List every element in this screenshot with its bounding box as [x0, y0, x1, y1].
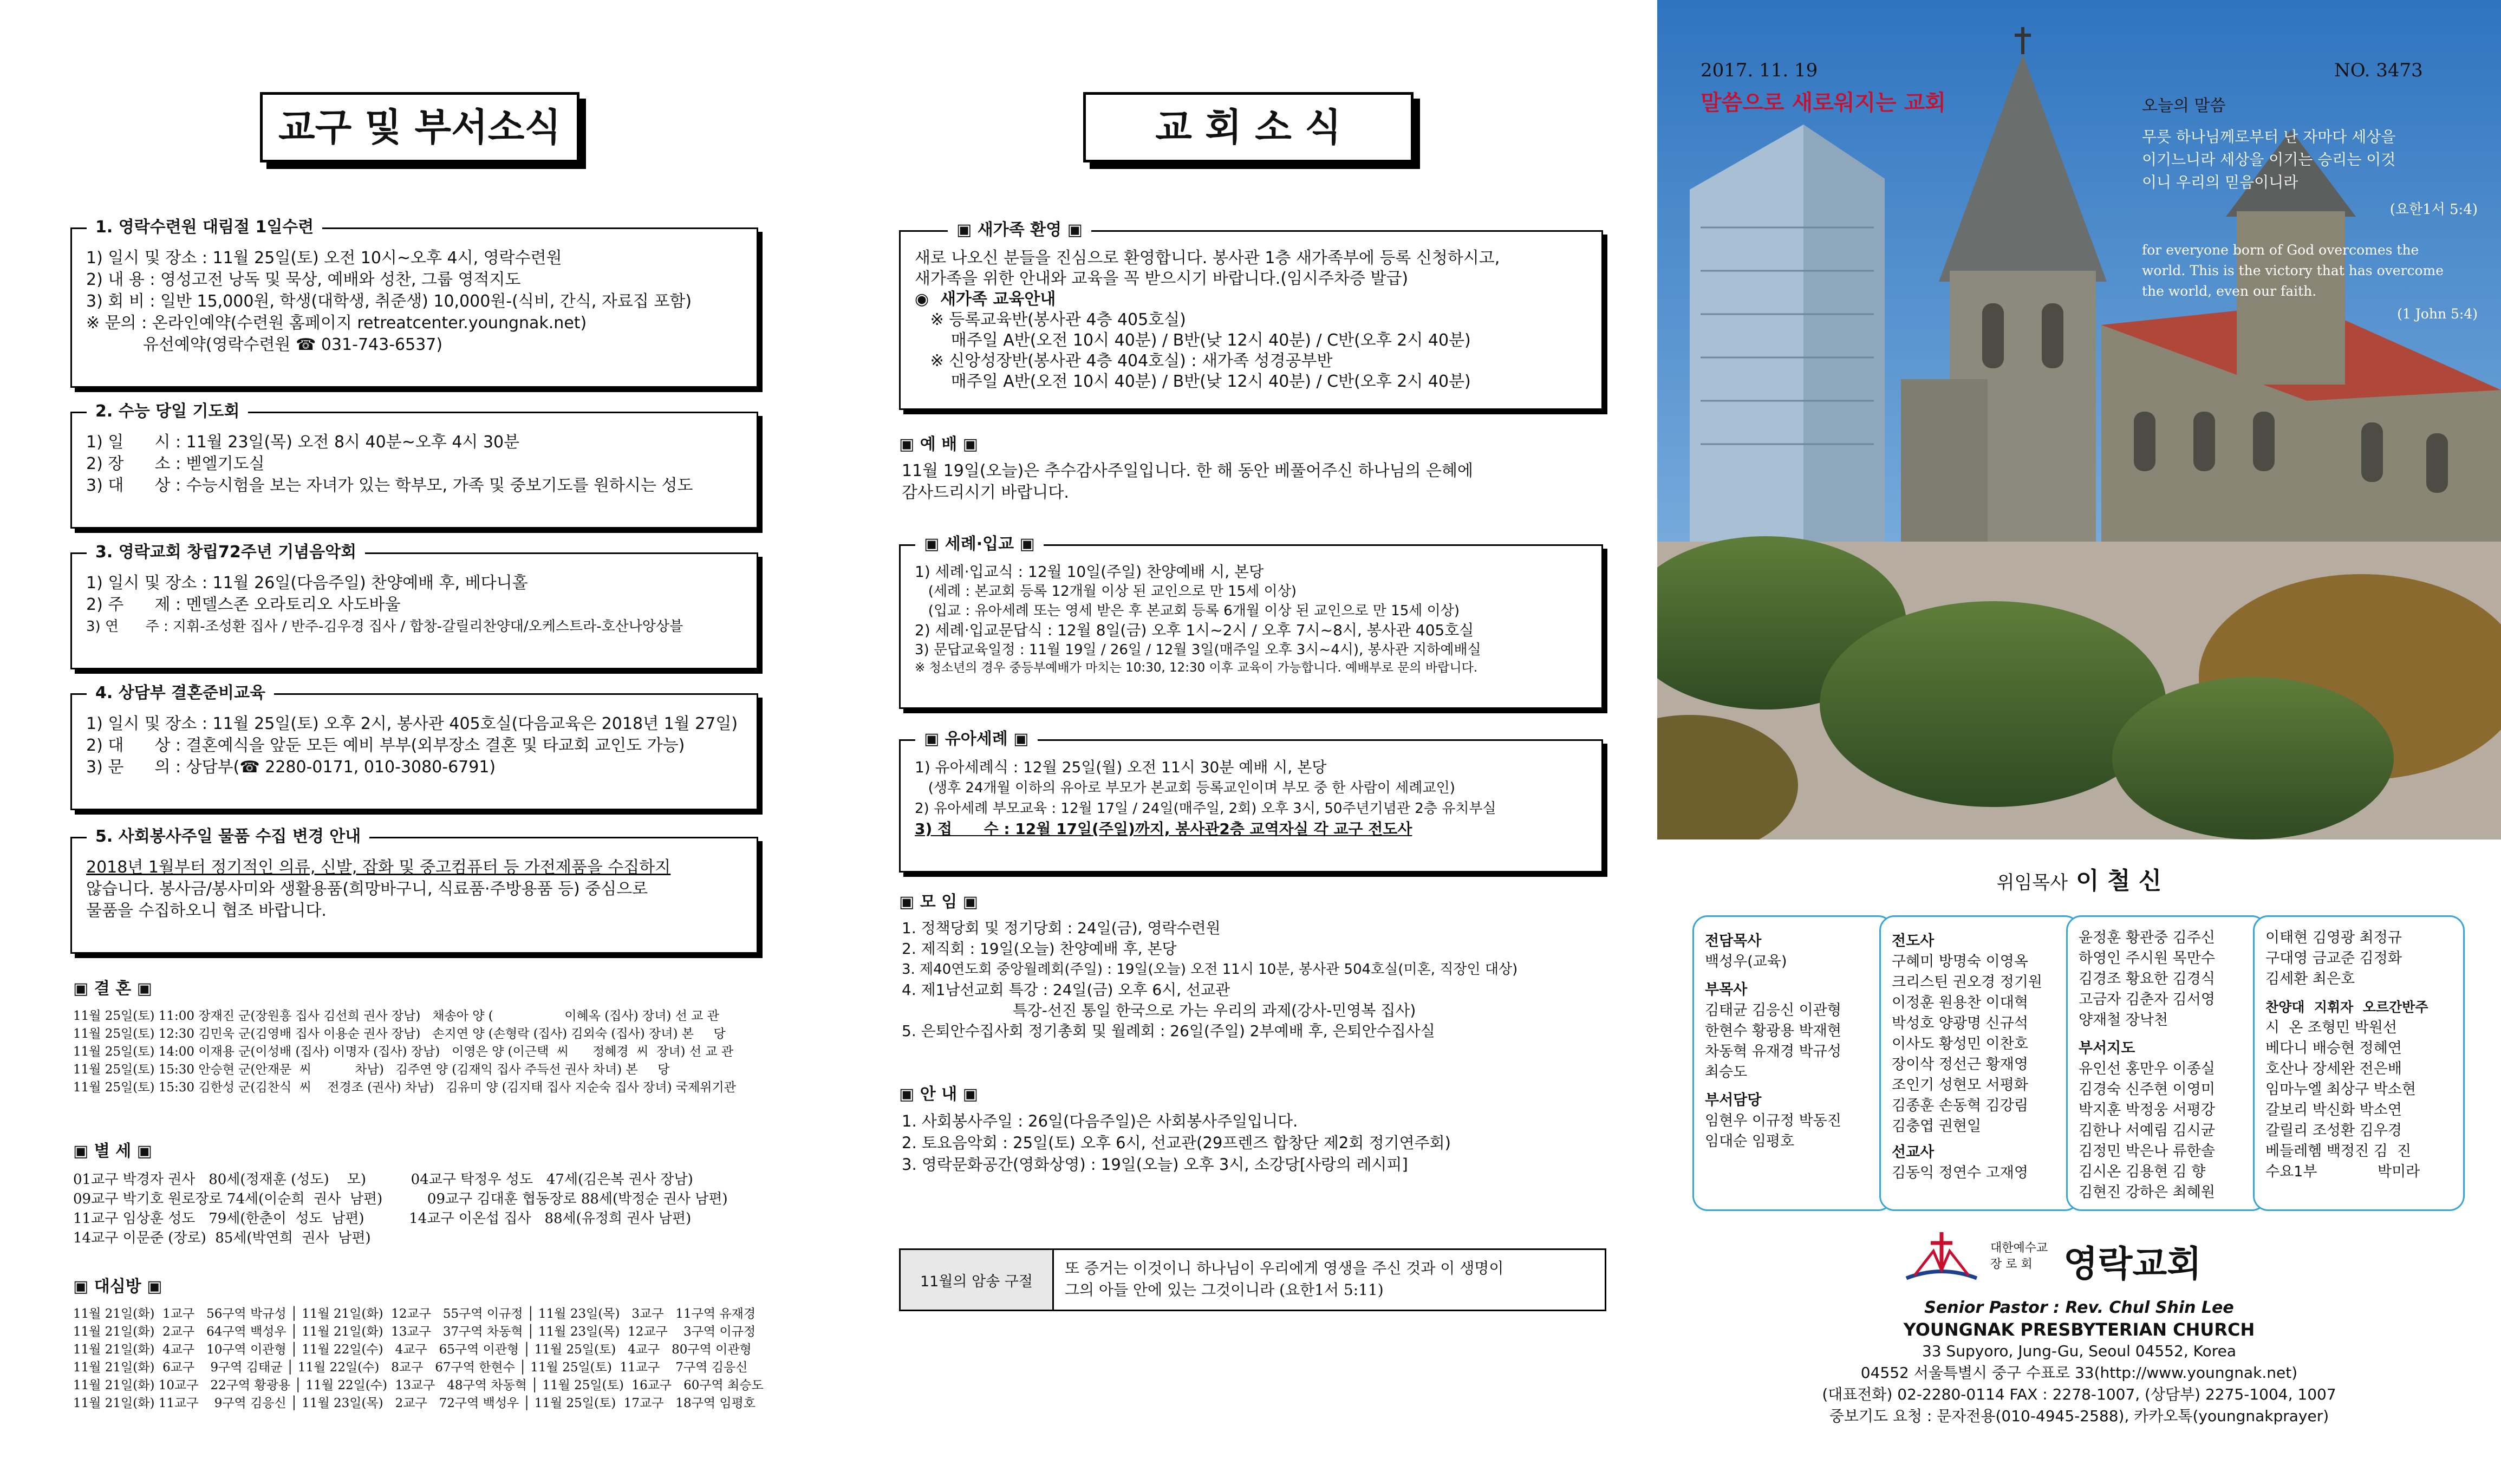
baptism-line: 1) 세례·입교식 : 12월 10일(주일) 찬양예배 시, 본당	[915, 563, 1264, 581]
worship-title: ▣ 예 배 ▣	[899, 435, 978, 454]
staff-names: 백성우(교육)	[1705, 953, 1787, 970]
staff-names: 최승도	[1705, 1064, 1748, 1081]
staff-names: 이사도 황성민 이찬호	[1892, 1036, 2028, 1052]
middle-banner: 교 회 소 식	[1083, 92, 1414, 162]
staff-role: 부서지도	[2079, 1040, 2135, 1057]
section-baptism	[899, 533, 1603, 696]
staff-role: 전도사	[1892, 933, 1935, 949]
issue-number: NO. 3473	[2334, 60, 2423, 81]
section-retreat	[70, 217, 758, 374]
verse-en-line: the world, even our faith.	[2142, 283, 2317, 299]
staff-names: 갈보리 박신화 박소연	[2265, 1102, 2402, 1118]
baptism-line: 3) 문답교육일정 : 11월 19일 / 26일 / 12월 3일(매주일 오후 3시~4시), 봉사관 지하예배실	[915, 642, 1481, 658]
staff-box-evangelists	[1879, 915, 2080, 1211]
meeting-item: 3. 제40연도회 중앙월례회(주일) : 19일(오늘) 오전 11시 10분, 봉사관 504호실(미혼, 직장인 대상)	[902, 961, 1518, 978]
table-row: 11월 25일(토) 14:00 이재용 군(이성배 (집사) 이명자 (집사) 장남) 이영은 양 (이근택 씨 정혜경 씨 장녀) 선 교 관	[73, 1045, 734, 1059]
exam-line: 2) 장 소 : 벧엘기도실	[86, 454, 265, 473]
staff-names: 고금자 김춘자 김서영	[2079, 991, 2215, 1008]
concert-line: 1) 일시 및 장소 : 11월 26일(다음주일) 찬양예배 후, 베다니홀	[86, 574, 528, 593]
staff-names: 호산나 장세완 전은배	[2265, 1060, 2402, 1077]
donation-line: 않습니다. 봉사금/봉사미와 생활용품(희망바구니, 식료품·주방용품 등) 중심으로	[86, 880, 648, 899]
section-title: ▣ 새가족 환영 ▣	[948, 219, 1091, 241]
staff-role: 찬양대 지휘자 오르간반주	[2265, 999, 2428, 1015]
meeting-item: 5. 은퇴안수집사회 정기총회 및 월례회 : 26일(주일) 2부예배 후, 은퇴안수집사실	[902, 1022, 1435, 1040]
baptism-line: (입교 : 유아세례 또는 영세 받은 후 본교회 등록 6개월 이상 된 교인으로 만 15세 이상)	[915, 603, 1460, 619]
meeting-item: 1. 정책당회 및 정기당회 : 24일(금), 영락수련원	[902, 919, 1221, 937]
visit-table	[73, 1305, 772, 1413]
notice-title: ▣ 안 내 ▣	[899, 1085, 978, 1104]
footer-address-kr: 04552 서울특별시 중구 수표로 33(http://www.youngnak.net)	[1860, 1364, 2298, 1382]
retreat-line: 3) 회 비 : 일반 15,000원, 학생(대학생, 취준생) 10,000원-(식비, 간식, 자료집 포함)	[86, 292, 692, 311]
marriage-line: 1) 일시 및 장소 : 11월 25일(토) 오후 2시, 봉사관 405호실(다음교육은 2018년 1월 27일)	[86, 714, 738, 733]
staff-names: 크리스틴 권오경 정기원	[1892, 974, 2042, 991]
table-row: 14교구 이문준 (장로) 85세(박연희 권사 남편)	[73, 1230, 371, 1246]
staff-names: 장이삭 정선근 황재영	[1892, 1056, 2028, 1073]
infant-line: 3) 접 수 : 12월 17일(주일)까지, 봉사관2층 교역자실 각 교구 전도사	[915, 820, 1412, 838]
church-logo	[1901, 1227, 2280, 1292]
logo-church-name: 영락교회	[2063, 1243, 2202, 1285]
baptism-line: 2) 세례·입교문답식 : 12월 8일(금) 오후 1시~2시 / 오후 7시~8시, 봉사관 405호실	[915, 621, 1474, 639]
newcomer-line: ※ 등록교육반(봉사관 4층 405호실)	[915, 310, 1186, 329]
table-row: 11월 21일(화) 1교구 56구역 박규성 │ 11월 21일(화) 12교구 55구역 이규정 │ 11월 23일(목) 3교구 11구역 유재경	[73, 1307, 756, 1321]
verse-kr-line: 무릇 하나님께로부터 난 자마다 세상을	[2142, 128, 2396, 146]
footer-church: YOUNGNAK PRESBYTERIAN CHURCH	[1903, 1319, 2255, 1340]
section-exam-prayer	[70, 401, 758, 515]
memory-verse-line: 또 증거는 이것이니 하나님이 우리에게 영생을 주신 것과 이 생명이	[1065, 1259, 1504, 1277]
table-row: 11월 25일(토) 11:00 장재진 군(장원흥 집사 김선희 권사 장남) 채송아 양 ( 이혜옥 (집사) 장녀) 선 교 관	[73, 1009, 719, 1023]
table-row: 11월 21일(화) 6교구 9구역 김태균 │ 11월 22일(수) 8교구 67구역 한현수 │ 11월 25일(토) 11교구 7구역 김응신	[73, 1361, 748, 1375]
todays-verse	[2142, 92, 2478, 322]
infant-line: (생후 24개월 이하의 유아로 부모가 본교회 등록교인이며 부모 중 한 사람이 세례교인)	[915, 780, 1455, 796]
verse-kr-ref: (요한1서 5:4)	[2389, 201, 2478, 218]
newcomer-line: 매주일 A반(오전 10시 40분) / B반(낮 12시 40분) / C반(오후 2시 40분)	[915, 372, 1471, 391]
staff-names: 김경숙 신주현 이영미	[2079, 1081, 2215, 1098]
worship-line: 11월 19일(오늘)은 추수감사주일입니다. 한 해 동안 베풀어주신 하나님의 은혜에	[902, 461, 1473, 480]
exam-line: 3) 대 상 : 수능시험을 보는 자녀가 있는 학부모, 가족 및 중보기도를 원하시는 성도	[86, 476, 693, 495]
concert-line: 2) 주 제 : 멘델스존 오라토리오 사도바울	[86, 595, 401, 614]
verse-label: 오늘의 말씀	[2142, 96, 2226, 115]
staff-names: 조인기 성현모 서평화	[1892, 1077, 2028, 1094]
notice-item: 1. 사회봉사주일 : 26일(다음주일)은 사회봉사주일입니다.	[902, 1112, 1298, 1130]
staff-names: 김세환 최은호	[2265, 971, 2355, 987]
memory-verse-line: 그의 아들 안에 있는 그것이니라 (요한1서 5:11)	[1065, 1281, 1384, 1299]
marriage-line: 3) 문 의 : 상담부(☎ 2280-0171, 010-3080-6791)	[86, 758, 496, 777]
logo-denomination-2: 장 로 회	[1990, 1258, 2033, 1271]
table-row: 11월 21일(화) 2교구 64구역 백성우 │ 11월 21일(화) 13교구 37구역 차동혁 │ 11월 23일(목) 12교구 3구역 이규정	[73, 1325, 756, 1339]
middle-column	[829, 0, 1657, 1484]
staff-names: 차동혁 유재경 박규성	[1705, 1043, 1841, 1060]
worship-text	[902, 460, 1606, 504]
meeting-item: 특강-선진 통일 한국으로 가는 우리의 과제(강사-민영복 집사)	[902, 1001, 1416, 1019]
section-title: 3. 영락교회 창립72주년 기념음악회	[87, 542, 365, 563]
section-title: 2. 수능 당일 기도회	[87, 401, 248, 422]
footer-address-en: 33 Supyoro, Jung-Gu, Seoul 04552, Korea	[1922, 1342, 2237, 1360]
table-row: 11월 25일(토) 12:30 김민욱 군(김영배 집사 이용순 권사 장남) 손지연 양 (손형락 (집사) 김외숙 (집사) 장녀) 본 당	[73, 1027, 726, 1041]
table-row: 11월 21일(화) 10교구 22구역 황광용 │ 11월 22일(수) 13교구 48구역 차동혁 │ 11월 25일(토) 16교구 60구역 최승도	[73, 1378, 764, 1392]
staff-names: 임마누엘 최상구 박소현	[2265, 1081, 2416, 1098]
worship-line: 감사드리시기 바랍니다.	[902, 483, 1069, 502]
staff-names: 이태현 김영광 최정규	[2265, 929, 2402, 946]
wedding-table	[73, 1007, 772, 1097]
staff-names: 유인선 홍만우 이종실	[2079, 1060, 2215, 1077]
staff-box-pastors	[1692, 915, 1893, 1211]
church-photo	[1657, 0, 2501, 839]
meeting-list	[902, 918, 1617, 1042]
retreat-line: 유선예약(영락수련원 ☎ 031-743-6537)	[86, 335, 443, 354]
staff-role: 부서담당	[1705, 1092, 1762, 1109]
senior-pastor-name: 이 철 신	[2076, 867, 2162, 895]
staff-names: 임대순 임평호	[1705, 1133, 1795, 1150]
staff-names: 김종훈 손동혁 김강림	[1892, 1097, 2028, 1114]
verse-kr-line: 이기느니라 세상을 이기는 승리는 이것	[2142, 151, 2396, 168]
newcomer-line: ◉ 새가족 교육안내	[915, 290, 1056, 309]
staff-names: 박지훈 박정웅 서평강	[2079, 1102, 2215, 1118]
section-title: 5. 사회봉사주일 물품 수집 변경 안내	[87, 826, 369, 848]
exam-line: 1) 일 시 : 11월 23일(목) 오전 8시 40분~오후 4시 30분	[86, 433, 520, 452]
section-title: ▣ 세례·입교 ▣	[915, 533, 1044, 555]
staff-names: 양재철 장낙천	[2079, 1012, 2168, 1029]
table-row: 11월 25일(토) 15:30 안승현 군(안재문 씨 차남) 김주연 양 (김재익 집사 주득선 권사 차녀) 본 당	[73, 1063, 670, 1077]
staff-names: 시 온 조형민 박원선	[2265, 1019, 2397, 1036]
donation-line: 2018년 1월부터 정기적인 의류, 신발, 잡화 및 중고컴퓨터 등 가전제품을 수집하지	[86, 858, 671, 877]
left-banner: 교구 및 부서소식	[260, 92, 579, 162]
baptism-line: ※ 청소년의 경우 중등부예배가 마치는 10:30, 12:30 이후 교육이 가능합니다. 예배부로 문의 바랍니다.	[915, 661, 1478, 675]
senior-pastor	[1657, 861, 2501, 896]
staff-names: 김한나 서예림 김시균	[2079, 1122, 2215, 1139]
section-marriage-prep	[70, 682, 758, 796]
notice-item: 3. 영락문화공간(영화상영) : 19일(오늘) 오후 3시, 소강당[사랑의 레시피]	[902, 1155, 1408, 1174]
senior-pastor-label: 위임목사	[1996, 872, 2068, 894]
table-row: 11월 25일(토) 15:30 김한성 군(김찬식 씨 전경조 (권사) 차남) 김유미 양 (김지태 집사 지순숙 집사 장녀) 국제위기관	[73, 1081, 736, 1095]
section-title: 4. 상담부 결혼준비교육	[87, 682, 274, 704]
staff-box-choir	[2253, 915, 2465, 1211]
deceased-table	[73, 1170, 772, 1248]
staff-names: 김정민 박은나 류한솔	[2079, 1143, 2215, 1160]
staff-names: 베다니 배승현 정혜연	[2265, 1040, 2402, 1057]
table-row: 11월 21일(화) 4교구 10구역 이관형 │ 11월 22일(수) 4교구 65구역 이관형 │ 11월 25일(토) 4교구 80구역 이관형	[73, 1343, 752, 1357]
left-column	[0, 0, 829, 1484]
staff-names: 하영인 주시원 목만수	[2079, 950, 2215, 967]
verse-en-ref: (1 John 5:4)	[2397, 306, 2478, 322]
baptism-line: (세례 : 본교회 등록 12개월 이상 된 교인으로 만 15세 이상)	[915, 583, 1297, 600]
staff-names: 윤정훈 황관중 김주신	[2079, 929, 2215, 946]
notice-list	[902, 1110, 1617, 1175]
infant-line: 1) 유아세례식 : 12월 25일(월) 오전 11시 30분 예배 시, 본당	[915, 758, 1327, 776]
staff-box-guidance	[2066, 915, 2267, 1211]
staff-role: 부목사	[1705, 981, 1748, 998]
retreat-line: 2) 내 용 : 영성고전 낭독 및 묵상, 예배와 성찬, 그룹 영적지도	[86, 270, 521, 289]
retreat-line: ※ 문의 : 온라인예약(수련원 홈페이지 retreatcenter.youngnak.net)	[86, 314, 587, 333]
donation-line: 물품을 수집하오니 협조 바랍니다.	[86, 901, 327, 920]
right-column	[1657, 0, 2501, 1484]
staff-names: 김충엽 권현일	[1892, 1118, 1982, 1135]
newcomer-line: 매주일 A반(오전 10시 40분) / B반(낮 12시 40분) / C반(오후 2시 40분)	[915, 331, 1471, 350]
notice-item: 2. 토요음악회 : 25일(토) 오후 6시, 선교관(29프렌즈 합창단 제2회 정기연주회)	[902, 1134, 1451, 1152]
visit-title: ▣ 대심방 ▣	[73, 1277, 162, 1296]
newcomer-line: ※ 신앙성장반(봉사관 4층 404호실) : 새가족 성경공부반	[915, 352, 1333, 370]
newcomer-line: 새가족을 위한 안내와 교육을 꼭 받으시기 바랍니다.(임시주차증 발급)	[915, 269, 1409, 288]
section-infant-baptism	[899, 728, 1603, 858]
staff-names: 갈릴리 조성환 김우경	[2265, 1122, 2402, 1139]
verse-en-line: for everyone born of God overcomes the	[2142, 242, 2419, 258]
section-donation	[70, 826, 758, 940]
table-row: 11월 21일(화) 11교구 9구역 김응신 │ 11월 23일(목) 2교구 72구역 백성우 │ 11월 25일(토) 17교구 18구역 임평호	[73, 1396, 756, 1410]
staff-names: 한현수 황광용 박재현	[1705, 1023, 1841, 1039]
church-slogan: 말씀으로 새로워지는 교회	[1701, 90, 1946, 115]
deceased-title: ▣ 별 세 ▣	[73, 1142, 152, 1161]
footer-phone: (대표전화) 02-2280-0114 FAX : 2278-1007, (상담부) 2275-1004, 1007	[1822, 1385, 2336, 1403]
staff-names: 구대영 금교준 김정화	[2265, 950, 2402, 967]
footer-prayer: 중보기도 요청 : 문자전용(010-4945-2588), 카카오톡(youngnakprayer)	[1829, 1407, 2329, 1425]
verse-kr-line: 이니 우리의 믿음이니라	[2142, 173, 2298, 191]
staff-names: 베들레헴 백정진 김 진	[2265, 1143, 2412, 1160]
meeting-title: ▣ 모 임 ▣	[899, 893, 978, 912]
staff-names: 김동익 정연수 고재영	[1892, 1164, 2028, 1181]
section-newcomer	[899, 219, 1603, 398]
memory-verse-box	[899, 1248, 1606, 1311]
issue-date: 2017. 11. 19	[1701, 60, 1818, 81]
section-concert	[70, 542, 758, 655]
staff-names: 박성호 양광명 신규석	[1892, 1015, 2028, 1032]
staff-names: 김현진 강하은 최혜원	[2079, 1184, 2215, 1201]
marriage-line: 2) 대 상 : 결혼예식을 앞둔 모든 예비 부부(외부장소 결혼 및 타교회 교인도 가능)	[86, 736, 685, 755]
staff-names: 이정훈 원용찬 이대혁	[1892, 994, 2028, 1011]
concert-line: 3) 연 주 : 지휘-조성환 집사 / 반주-김우경 집사 / 합창-갈릴리찬양대/오케스트라-호산나앙상블	[86, 619, 683, 635]
meeting-item: 4. 제1남선교회 특강 : 24일(금) 오후 6시, 선교관	[902, 981, 1230, 999]
staff-names: 수요1부 박미라	[2265, 1163, 2420, 1180]
staff-role: 전담목사	[1705, 933, 1762, 949]
staff-role: 선교사	[1892, 1144, 1935, 1161]
footer-pastor: Senior Pastor : Rev. Chul Shin Lee	[1924, 1298, 2234, 1317]
staff-names: 김경조 황요한 김경식	[2079, 971, 2215, 987]
table-row: 09교구 박기호 원로장로 74세(이순희 권사 남편) 09교구 김대훈 협동장로 88세(박정순 권사 남편)	[73, 1191, 728, 1207]
church-footer	[1657, 1297, 2501, 1427]
table-row: 11교구 임상훈 성도 79세(한춘이 성도 남편) 14교구 이온섭 집사 88세(유정희 권사 남편)	[73, 1210, 692, 1227]
staff-names: 김태균 김응신 이관형	[1705, 1002, 1841, 1019]
section-title: 1. 영락수련원 대림절 1일수련	[87, 217, 322, 238]
staff-names: 구혜미 방명숙 이영옥	[1892, 953, 2028, 970]
staff-names: 임현우 이규정 박동진	[1705, 1112, 1841, 1129]
table-row: 01교구 박경자 권사 80세(정재훈 (성도) 모) 04교구 탁정우 성도 47세(김은복 권사 장남)	[73, 1171, 693, 1188]
church-logo-icon	[1901, 1227, 1982, 1292]
meeting-item: 2. 제직회 : 19일(오늘) 찬양예배 후, 본당	[902, 940, 1177, 958]
section-title: ▣ 유아세례 ▣	[915, 728, 1038, 750]
newcomer-line: 새로 나오신 분들을 진심으로 환영합니다. 봉사관 1층 새가족부에 등록 신청하시고,	[915, 249, 1500, 268]
wedding-title: ▣ 결 혼 ▣	[73, 979, 152, 998]
infant-line: 2) 유아세례 부모교육 : 12월 17일 / 24일(매주일, 2회) 오후 3시, 50주년기념관 2층 유치부실	[915, 800, 1496, 817]
logo-denomination: 대한예수교	[1990, 1241, 2048, 1255]
staff-names: 김시온 김용현 김 향	[2079, 1163, 2206, 1180]
retreat-line: 1) 일시 및 장소 : 11월 25일(토) 오전 10시~오후 4시, 영락수련원	[86, 249, 562, 268]
memory-verse-label: 11월의 암송 구절	[901, 1250, 1054, 1310]
verse-en-line: world. This is the victory that has overcome	[2142, 263, 2444, 278]
